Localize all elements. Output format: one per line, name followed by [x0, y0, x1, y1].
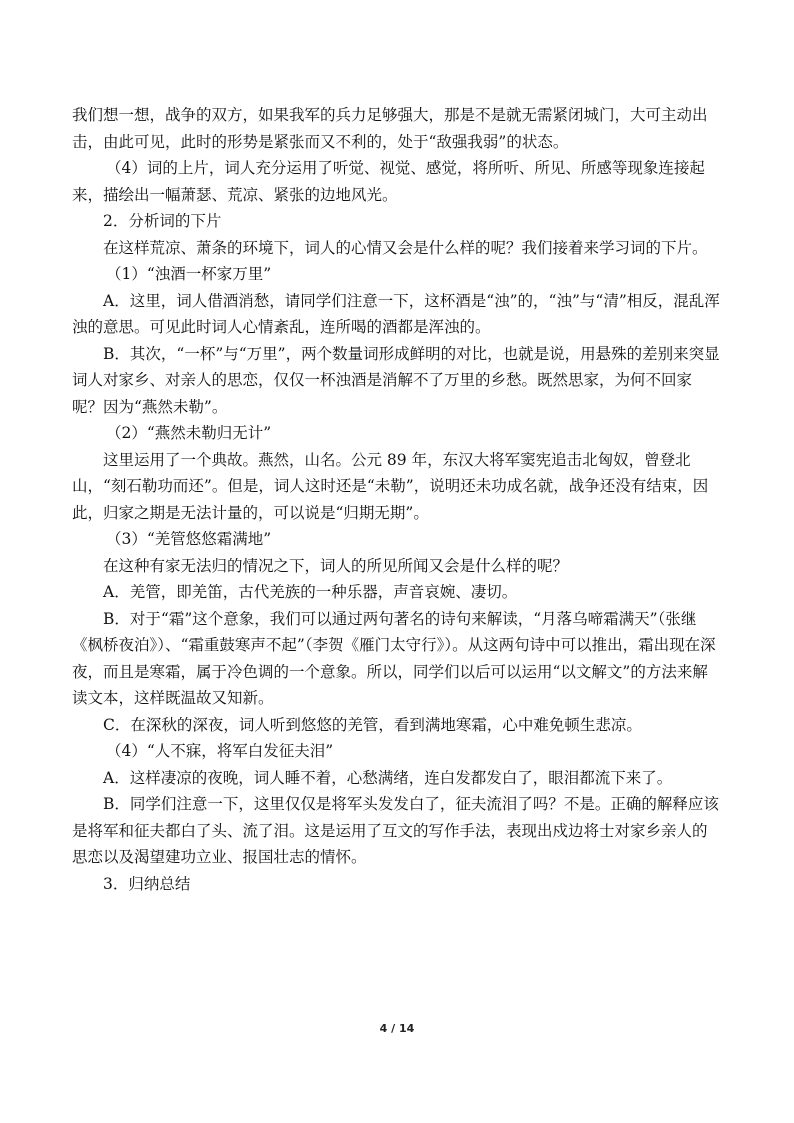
paragraph-1b: B．其次，“一杯”与“万里”，两个数量词形成鲜明的对比，也就是说，用悬殊的差别来突显词人对家乡、对亲人的思恋，仅仅一杯浊酒是消解不了万里的乡愁。既然思家，为何不回家呢？因为“燕然未勒”。: [72, 344, 720, 416]
paragraph-3a: A．羌管，即羌笛，古代羌族的一种乐器，声音哀婉、凄切。: [103, 583, 518, 601]
paragraph-continuation: 我们想一想，战争的双方，如果我军的兵力足够强大，那是不是就无需紧闭城门，大可主动出击，由此可见，此时的形势是紧张而又不利的，处于“敌强我弱”的状态。: [72, 106, 708, 151]
section-heading-2: 2．分析词的下片: [103, 212, 222, 230]
document-body: [72, 102, 720, 897]
paragraph-4b: B．同学们注意一下，这里仅仅是将军头发发白了，征夫流泪了吗？不是。正确的解释应该是将军和征夫都白了头、流了泪。这是运用了互文的写作手法，表现出戍边将士对家乡亲人的思恋以及渴望建功立业、报国壮志的情怀。: [72, 795, 719, 866]
paragraph-1a: A．这里，词人借酒消愁，请同学们注意一下，这杯酒是“浊”的，“浊”与“清”相反，混乱浑浊的意思。可见此时词人心情紊乱，连所喝的酒都是浑浊的。: [72, 291, 720, 336]
paragraph-3c: C．在深秋的深夜，词人听到悠悠的羌管，看到满地寒霜，心中难免顿生悲凉。: [103, 715, 642, 734]
paragraph-2-body: 这里运用了一个典故。燕然，山名。公元 89 年，东汉大将军窦宪追击北匈奴，曾登北山，“刻石勒功而还”。但是，词人这时还是“未勒”，说明还未功成名就，战争还没有结束，因此，归家之期是无法计量的，可以说是“归期无期”。: [72, 450, 709, 522]
subheading-3: （3）“羌管悠悠霜满地”: [106, 530, 272, 548]
subheading-2: （2）“燕然未勒归无计”: [106, 424, 272, 442]
paragraph-4a: A．这样凄凉的夜晚，词人睡不着，心愁满绪，连白发都发白了，眼泪都流下来了。: [103, 768, 673, 787]
page-number: 4 / 14: [379, 1022, 415, 1035]
paragraph-3-intro: 在这种有家无法归的情况之下，词人的所见所闻又会是什么样的呢？: [103, 556, 569, 575]
paragraph-point-4: （4）词的上片，词人充分运用了听觉、视觉、感觉，将所听、所见、所感等现象连接起来，描绘出一幅萧瑟、荒凉、紧张的边地风光。: [72, 159, 705, 204]
paragraph-3b: B．对于“霜”这个意象，我们可以通过两句著名的诗句来解读，“月落乌啼霜满天”（张继《枫桥夜泊》）、“霜重鼓寒声不起”（李贺《雁门太守行》）。从这两句诗中可以推出，霜出现在深夜，而且是寒霜，属于冷色调的一个意象。所以，同学们以后可以运用“以文解文”的方法来解读文本，这样既温故又知新。: [72, 609, 716, 707]
section-heading-3: 3．归纳总结: [103, 874, 191, 893]
paragraph-intro-lower: 在这样荒凉、萧条的环境下，词人的心情又会是什么样的呢？我们接着来学习词的下片。: [103, 238, 708, 257]
subheading-1: （1）“浊酒一杯家万里”: [106, 265, 272, 283]
subheading-4: （4）“人不寐，将军白发征夫泪”: [106, 742, 334, 760]
